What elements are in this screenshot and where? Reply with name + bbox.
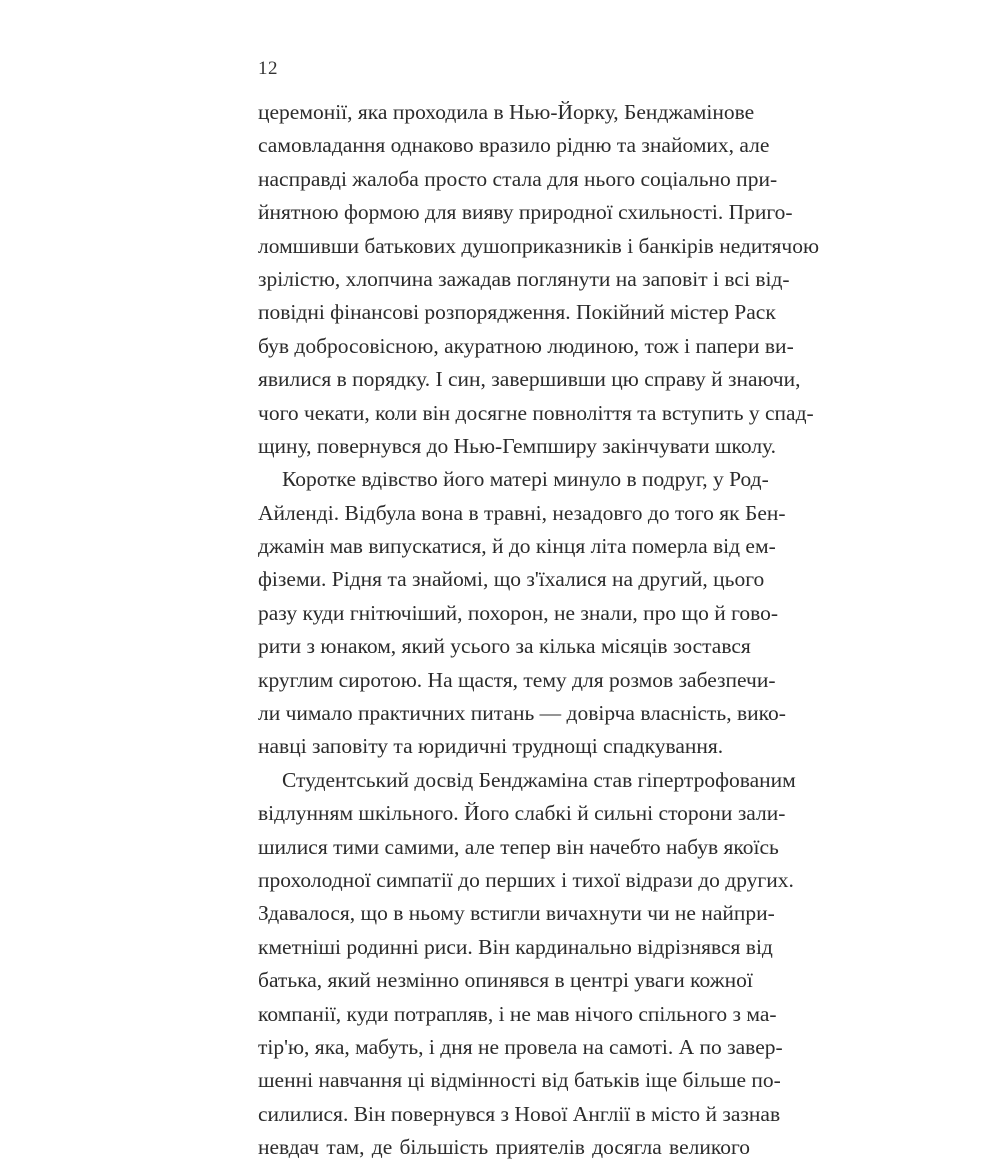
text-line: рити з юнаком, який усього за кілька місяців зостався xyxy=(258,634,751,659)
text-line: компанії, куди потрапляв, і не мав нічого спільного з ма- xyxy=(258,1001,777,1026)
text-line: кметніші родинні риси. Він кардинально відрізнявся від xyxy=(258,934,773,959)
text-line: шенні навчання ці відмінності від батьків іще більше по- xyxy=(258,1068,781,1093)
text-line: самовладання однаково вразило рідню та знайомих, але xyxy=(258,133,770,158)
text-line: повідні фінансові розпорядження. Покійний містер Раск xyxy=(258,300,776,325)
text-line: насправді жалоба просто стала для нього соціально при- xyxy=(258,166,778,191)
text-line: щину, повернувся до Нью-Гемпширу закінчувати школу. xyxy=(258,433,777,458)
text-line: йнятною формою для вияву природної схильності. Приго- xyxy=(258,200,793,225)
text-line: прохолодної симпатії до перших і тихої відрази до других. xyxy=(258,867,794,892)
text-line: тір'ю, яка, мабуть, і дня не провела на самоті. А по завер- xyxy=(258,1034,783,1059)
text-line: був добросовісною, акуратною людиною, тож і папери ви- xyxy=(258,333,794,358)
text-line: фіземи. Рідня та знайомі, що з'їхалися на другий, цього xyxy=(258,567,765,592)
text-line: явилися в порядку. І син, завершивши цю справу й знаючи, xyxy=(258,367,801,392)
text-line: навці заповіту та юридичні труднощі спадкування. xyxy=(258,734,724,759)
text-line: Айленді. Відбула вона в травні, незадовго до того як Бен- xyxy=(258,500,786,525)
text-line: Студентський досвід Бенджаміна став гіпертрофованим xyxy=(282,767,796,792)
text-line: відлунням шкільного. Його слабкі й сильні сторони зали- xyxy=(258,801,786,826)
body-text xyxy=(258,96,820,1165)
text-line: ломшивши батькових душоприказників і банкірів недитячою xyxy=(258,233,820,258)
text-line: силилися. Він повернувся з Нової Англії в місто й зазнав xyxy=(258,1101,781,1126)
text-line: шилися тими самими, але тепер він начебто набув якоїсь xyxy=(258,834,779,859)
text-line: джамін мав випускатися, й до кінця літа померла від ем- xyxy=(258,534,776,559)
text-line: Здавалося, що в ньому встигли вичахнути чи не найпри- xyxy=(258,901,775,926)
text-line: Коротке вдівство його матері минуло в подруг, у Род- xyxy=(282,467,769,492)
text-line: круглим сиротою. На щастя, тему для розмов забезпечи- xyxy=(258,667,776,692)
text-line: ли чимало практичних питань — довірча власність, вико- xyxy=(258,701,786,726)
text-line: чого чекати, коли він досягне повноліття та вступить у спад- xyxy=(258,400,814,425)
text-line: зрілістю, хлопчина зажадав поглянути на заповіт і всі від- xyxy=(258,266,790,291)
text-line: батька, який незмінно опинявся в центрі уваги кожної xyxy=(258,968,753,993)
text-line: разу куди гнітючіший, похорон, не знали, про що й гово- xyxy=(258,600,779,625)
text-line: церемонії, яка проходила в Нью-Йорку, Бенджамінове xyxy=(258,100,755,124)
page-number: 12 xyxy=(258,58,278,79)
text-line: невдач там, де більшість приятелів досягла великого xyxy=(258,1135,750,1160)
